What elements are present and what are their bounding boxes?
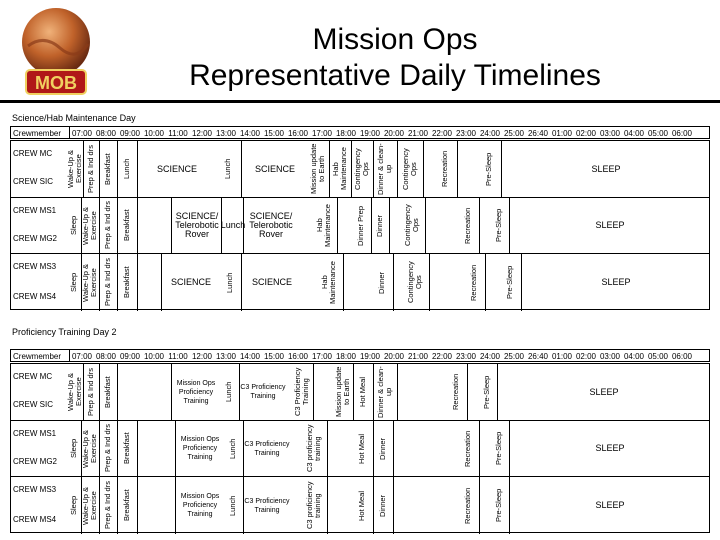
activity-cell: Dinner (371, 198, 390, 253)
activity-cell: SCIENCE/ Telerobotic Rover (243, 198, 298, 253)
time-header-cell: 12:00 (191, 352, 213, 361)
activity-cell: Wake-Up & Exercise (81, 477, 100, 534)
crew-label: CREW MG2 (13, 457, 57, 466)
time-header-cell: 14:00 (239, 352, 261, 361)
time-header-cell: 08:00 (95, 129, 117, 138)
time-header-cell: 04:00 (623, 129, 645, 138)
time-header-cell: 22:00 (431, 352, 453, 361)
time-header-cell: 05:00 (647, 129, 669, 138)
activity-cell: SLEEP (497, 364, 710, 420)
time-header-cell: 22:00 (431, 129, 453, 138)
activity-cell: Dinner (371, 254, 394, 311)
time-header-cell: 18:00 (335, 129, 357, 138)
time-header-cell: 11:00 (168, 352, 188, 361)
time-header-cell: 16:00 (287, 352, 309, 361)
timeline-row (11, 253, 709, 311)
time-header-cell: 23:00 (455, 352, 477, 361)
activity-cell: Prep & Ind drs (83, 141, 100, 197)
activity-cell: C3 Proficiency Training (243, 477, 290, 534)
activity-cell: Wake-Up & Exercise (67, 141, 84, 197)
time-header-cell: 15:00 (263, 352, 285, 361)
section2-title: Proficiency Training Day 2 (12, 327, 117, 337)
activity-cell: Sleep (67, 421, 82, 476)
activity-cell: Recreation (457, 421, 480, 476)
activity-cell: Recreation (457, 477, 480, 534)
activity-cell: Dinner Prep (351, 198, 372, 253)
time-header-cell: 10:00 (143, 352, 165, 361)
time-header-cell: 19:00 (359, 129, 381, 138)
activity-cell: Lunch (223, 421, 244, 476)
time-header-cell: 26:40 (527, 129, 549, 138)
time-header-cell: 21:00 (407, 129, 429, 138)
header-crewmember: Crewmember (11, 350, 70, 362)
crew-label: CREW SIC (13, 177, 53, 186)
page-title (140, 22, 650, 94)
activity-cell: Contingency Ops (351, 141, 374, 197)
activity-cell: Recreation (457, 198, 480, 253)
activity-cell: Prep & Ind drs (99, 198, 118, 253)
activity-cell: Breakfast (99, 141, 118, 197)
crew-label: CREW MS1 (13, 429, 57, 438)
time-header-cell: 09:00 (119, 352, 141, 361)
activity-cell: Wake-Up & Exercise (67, 364, 84, 420)
activity-cell: Hot Meal (353, 364, 374, 420)
activity-cell: Lunch (219, 364, 240, 420)
crew-label: CREW MG2 (13, 234, 57, 243)
activity-cell: Lunch (117, 141, 138, 197)
timeline-row (11, 197, 709, 253)
time-header-cell: 13:00 (215, 352, 237, 361)
section1-header-row (10, 126, 710, 139)
time-header-cell: 26:40 (527, 352, 549, 361)
activity-cell: SLEEP (501, 141, 710, 197)
activity-cell: Contingency Ops (397, 141, 424, 197)
activity-cell: Contingency Ops (399, 198, 426, 253)
time-header-cell: 15:00 (263, 129, 285, 138)
crew-label: CREW MC (13, 149, 53, 158)
activity-cell: Mission update to Earth (333, 364, 354, 420)
activity-cell: Mission Ops Proficiency Training (175, 477, 224, 534)
time-header-cell: 07:00 (71, 352, 93, 361)
activity-cell: Hot Meal (351, 421, 374, 476)
time-header-cell: 03:00 (599, 352, 621, 361)
crew-label: CREW SIC (13, 400, 53, 409)
header-crewmember: Crewmember (11, 127, 70, 139)
activity-cell: Sleep (67, 254, 82, 311)
activity-cell: SLEEP (509, 421, 710, 476)
time-header-cell: 24:00 (479, 352, 501, 361)
crew-label: CREW MS3 (13, 485, 57, 494)
timeline-row (11, 476, 709, 534)
activity-cell: SLEEP (509, 477, 710, 534)
activity-cell: SCIENCE (241, 141, 308, 197)
activity-cell: Mission update to Earth (307, 141, 330, 197)
activity-cell: Lunch (221, 198, 244, 253)
section2-timeline-grid (10, 363, 710, 533)
activity-cell: Breakfast (99, 364, 118, 420)
activity-cell: C3 Proficiency Training (239, 364, 286, 420)
time-header-cell: 05:00 (647, 352, 669, 361)
title-line-1: Mission Ops (312, 23, 478, 56)
activity-cell: Pre-Sleep (477, 141, 502, 197)
activity-cell: Contingency Ops (401, 254, 430, 311)
activity-cell: Sleep (67, 477, 82, 534)
timeline-row (11, 420, 709, 476)
svg-text:MOB: MOB (35, 73, 77, 93)
activity-cell: Breakfast (117, 421, 138, 476)
activity-cell: SLEEP (521, 254, 710, 311)
time-header-cell: 06:00 (671, 129, 693, 138)
activity-cell: Prep & Ind drs (83, 364, 100, 420)
activity-cell: Dinner & clean-up (373, 364, 398, 420)
time-header-cell: 16:00 (287, 129, 309, 138)
time-header-cell: 02:00 (575, 129, 597, 138)
activity-cell: Recreation (463, 254, 486, 311)
activity-cell: Pre-Sleep (499, 254, 522, 311)
activity-cell: Lunch (215, 141, 242, 197)
activity-cell: Hab Maintenance (311, 198, 338, 253)
crew-label: CREW MS3 (13, 262, 57, 271)
activity-cell: Breakfast (117, 477, 138, 534)
activity-cell: Mission Ops Proficiency Training (171, 364, 220, 420)
activity-cell: Recreation (445, 364, 468, 420)
title-line-2: Representative Daily Timelines (189, 59, 601, 92)
time-header-cell: 11:00 (168, 129, 188, 138)
time-header-cell: 09:00 (119, 129, 141, 138)
timeline-row (11, 364, 709, 420)
crew-label: CREW MS4 (13, 292, 57, 301)
section2-header-row (10, 349, 710, 362)
activity-cell: C3 Proficiency Training (291, 364, 314, 420)
crew-label: CREW MC (13, 372, 53, 381)
activity-cell: Wake-Up & Exercise (81, 198, 100, 253)
time-header-cell: 23:00 (455, 129, 477, 138)
activity-cell: C3 proficiency training (301, 477, 328, 534)
section1-timeline-grid (10, 140, 710, 310)
activity-cell: C3 Proficiency Training (243, 421, 290, 476)
activity-cell: SLEEP (509, 198, 710, 253)
crew-label: CREW MS4 (13, 515, 57, 524)
time-header-cell: 24:00 (479, 129, 501, 138)
time-header-cell: 12:00 (191, 129, 213, 138)
time-header-cell: 13:00 (215, 129, 237, 138)
section1-title: Science/Hab Maintenance Day (12, 113, 136, 123)
time-header-cell: 25:00 (503, 352, 525, 361)
activity-cell: SCIENCE (137, 141, 216, 197)
activity-cell: Wake-Up & Exercise (81, 421, 100, 476)
activity-cell: Mission Ops Proficiency Training (175, 421, 224, 476)
time-header-cell: 20:00 (383, 129, 405, 138)
activity-cell: Wake-Up & Exercise (81, 254, 100, 311)
time-header-cell: 18:00 (335, 352, 357, 361)
activity-cell: Hot Meal (351, 477, 374, 534)
activity-cell: Sleep (67, 198, 82, 253)
activity-cell: Hab Maintenance (329, 141, 352, 197)
activity-cell: C3 proficiency training (301, 421, 328, 476)
activity-cell: Pre-Sleep (489, 198, 510, 253)
time-header-cell: 07:00 (71, 129, 93, 138)
activity-cell: Dinner (373, 421, 394, 476)
activity-cell: Lunch (219, 254, 242, 311)
time-header-cell: 01:00 (551, 352, 573, 361)
activity-cell: Pre-Sleep (489, 421, 510, 476)
activity-cell: SCIENCE (241, 254, 302, 311)
activity-cell: Prep & Ind drs (99, 421, 118, 476)
crew-label: CREW MS1 (13, 206, 57, 215)
activity-cell: Dinner (373, 477, 394, 534)
activity-cell: Breakfast (117, 198, 138, 253)
activity-cell: Dinner & clean-up (373, 141, 398, 197)
activity-cell: Recreation (433, 141, 458, 197)
mob-logo (14, 4, 98, 100)
time-header-cell: 08:00 (95, 352, 117, 361)
time-header-cell: 04:00 (623, 352, 645, 361)
time-header-cell: 14:00 (239, 129, 261, 138)
time-header-cell: 17:00 (311, 129, 333, 138)
time-header-cell: 20:00 (383, 352, 405, 361)
activity-cell: Lunch (223, 477, 244, 534)
time-header-cell: 19:00 (359, 352, 381, 361)
activity-cell: SCIENCE/ Telerobotic Rover (171, 198, 222, 253)
activity-cell: Breakfast (117, 254, 138, 311)
time-header-cell: 02:00 (575, 352, 597, 361)
activity-cell: Hab Maintenance (315, 254, 344, 311)
time-header-cell: 10:00 (143, 129, 165, 138)
title-divider (0, 100, 720, 103)
activity-cell: Pre-Sleep (489, 477, 510, 534)
time-header-cell: 06:00 (671, 352, 693, 361)
time-header-cell: 25:00 (503, 129, 525, 138)
time-header-cell: 21:00 (407, 352, 429, 361)
time-header-cell: 17:00 (311, 352, 333, 361)
timeline-row (11, 141, 709, 197)
activity-cell: SCIENCE (161, 254, 220, 311)
activity-cell: Prep & Ind drs (99, 477, 118, 534)
activity-cell: Pre-Sleep (477, 364, 498, 420)
activity-cell: Prep & Ind drs (99, 254, 118, 311)
time-header-cell: 01:00 (551, 129, 573, 138)
time-header-cell: 03:00 (599, 129, 621, 138)
